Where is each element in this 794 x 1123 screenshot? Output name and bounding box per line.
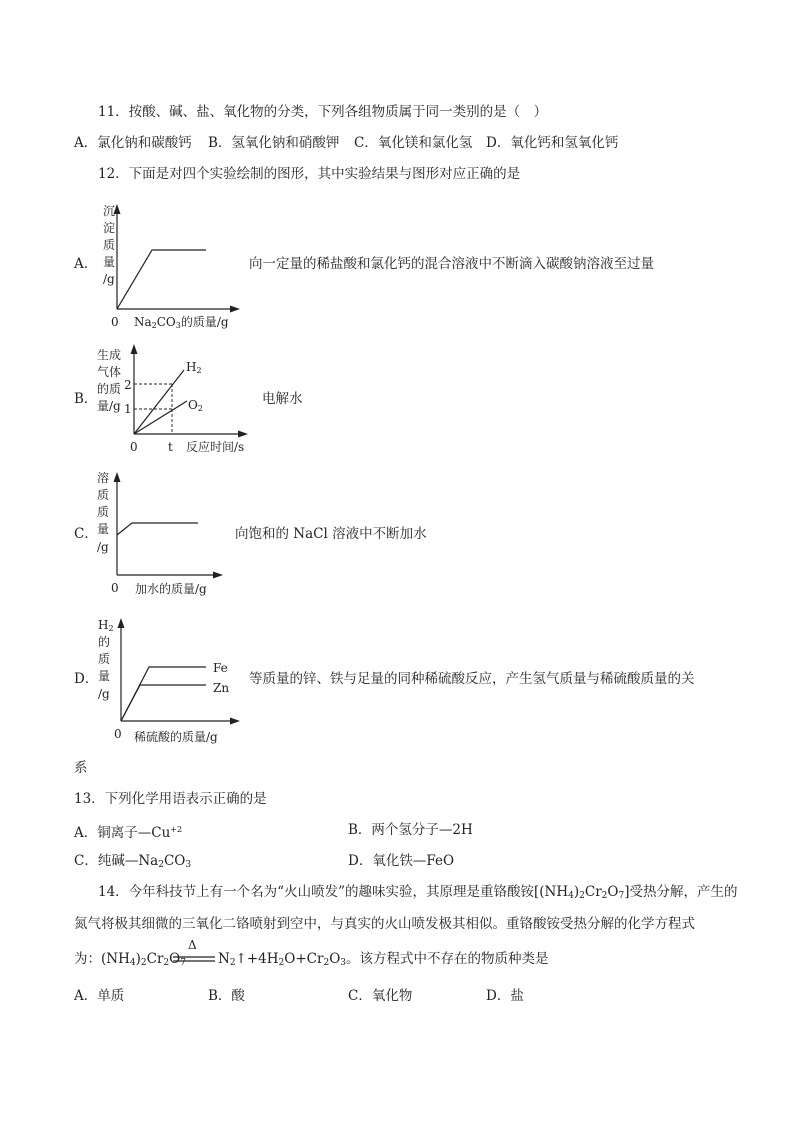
q12-option-c-desc: 向饱和的 NaCl 溶液中不断加水 bbox=[235, 526, 427, 542]
graph-c-y-char-1: 溶 bbox=[97, 471, 110, 485]
graph-a-y-char-3: 质 bbox=[103, 238, 116, 252]
graph-d-y-char-3: 量 bbox=[98, 669, 111, 683]
q12-option-d-desc-tail: 系 bbox=[74, 760, 88, 776]
q12-option-b-label: B． bbox=[74, 391, 98, 407]
q13-option-a: A．铜离子$—Cu^{+2}$ bbox=[74, 825, 183, 841]
graph-d-fe-label: Fe bbox=[213, 661, 228, 675]
graph-c-y-char-3: 质 bbox=[97, 505, 110, 519]
q14-option-c: C．氧化物 bbox=[348, 988, 413, 1004]
q12-option-a-desc: 向一定量的稀盐酸和氯化钙的混合溶液中不断滴入碳酸钠溶液至过量 bbox=[249, 256, 654, 272]
graph-b-y-line-2: 气体 bbox=[97, 365, 122, 379]
graph-b-o2-label: O2 bbox=[188, 398, 203, 413]
graph-d-x-label: 稀硫酸的质量/g bbox=[134, 730, 218, 744]
q14-line-3-products: $N_2↑+4H_2O+Cr_2O_3$。该方程式中不存在的物质种类是 bbox=[218, 951, 549, 968]
graph-b-y-line-1: 生成 bbox=[97, 348, 122, 362]
q12-option-b-desc: 电解水 bbox=[262, 391, 303, 407]
q12-option-a-label: A． bbox=[74, 256, 98, 272]
heat-delta: Δ bbox=[188, 938, 197, 952]
graph-d-zn-label: Zn bbox=[213, 681, 230, 695]
q14-line-3-reactant: 为：$(NH_4)_2Cr_2O_7$ bbox=[74, 951, 186, 968]
graph-d-y-unit: /g bbox=[98, 687, 110, 701]
q13-option-c: C．纯碱$—Na_2CO_3$ bbox=[74, 853, 192, 870]
q13-option-b: B．两个氢分子—2H bbox=[348, 822, 473, 838]
graph-c-x-label: 加水的质量/g bbox=[135, 582, 207, 596]
graph-d-y-char-1: 的 bbox=[98, 635, 111, 649]
q14-option-a: A．单质 bbox=[74, 988, 125, 1004]
q14-line-2: 氮气将极其细微的三氧化二铬喷射到空中，与真实的火山喷发极其相似。重铬酸铵受热分解的化学方程式 bbox=[74, 916, 695, 932]
q13-stem: 13．下列化学用语表示正确的是 bbox=[74, 791, 267, 807]
q11-option-a: A．氯化钠和碳酸钙 bbox=[74, 135, 192, 151]
graph-c-y-char-4: 量 bbox=[97, 522, 110, 536]
graph-b-y-line-3: 的质 bbox=[97, 382, 122, 396]
graph-a-y-char-2: 淀 bbox=[103, 221, 116, 235]
graph-d-origin: 0 bbox=[114, 727, 122, 741]
graph-c-y-unit: /g bbox=[97, 540, 109, 554]
q14-option-d: D．盐 bbox=[486, 988, 524, 1004]
graph-a-y-char-1: 沉 bbox=[103, 204, 116, 218]
graph-c-y-char-2: 质 bbox=[97, 488, 110, 502]
q14-line-1: 14．今年科技节上有一个名为“火山喷发”的趣味实验，其原理是重铬酸铵$[(NH_4)_2Cr_2O_7]$受热分解，产生的 bbox=[98, 884, 738, 901]
q12-stem: 12．下面是对四个实验绘制的图形，其中实验结果与图形对应正确的是 bbox=[98, 166, 521, 182]
graph-a-y-char-4: 量 bbox=[103, 255, 116, 269]
graph-a-origin: 0 bbox=[111, 315, 119, 329]
graph-c-origin: 0 bbox=[111, 581, 119, 595]
q13-option-d: D．氧化铁—FeO bbox=[348, 853, 455, 869]
q11-option-b: B．氢氧化钠和硝酸钾 bbox=[208, 135, 340, 151]
graph-b-tick-2: 2 bbox=[124, 378, 132, 392]
graph-d-y-h2: H2 bbox=[98, 618, 114, 633]
q14-option-b: B．酸 bbox=[208, 988, 245, 1004]
q12-option-c-label: C． bbox=[74, 526, 98, 542]
graph-b-y-line-4: 量/g bbox=[97, 399, 121, 413]
graph-b-h2-label: H2 bbox=[186, 360, 202, 375]
q11-option-d: D．氧化钙和氢氧化钙 bbox=[486, 135, 619, 151]
graph-d-y-char-2: 质 bbox=[98, 652, 111, 666]
graph-b-tick-1: 1 bbox=[124, 402, 132, 416]
graph-a-y-unit: /g bbox=[103, 272, 115, 286]
q12-option-d-label: D． bbox=[74, 671, 99, 687]
graph-b-origin: 0 bbox=[130, 440, 138, 454]
q12-option-d-desc: 等质量的锌、铁与足量的同种稀硫酸反应，产生氢气质量与稀硫酸质量的关 bbox=[249, 671, 695, 687]
graph-a-x-label: Na2CO3的质量/g bbox=[134, 315, 229, 330]
q11-option-c: C．氧化镁和氯化氢 bbox=[354, 135, 473, 151]
graph-b-x-label: 反应时间/s bbox=[186, 440, 245, 454]
q11-stem: 11．按酸、碱、盐、氧化物的分类，下列各组物质属于同一类别的是（ ） bbox=[98, 104, 548, 120]
graph-b-x-tick-t: t bbox=[168, 440, 173, 454]
